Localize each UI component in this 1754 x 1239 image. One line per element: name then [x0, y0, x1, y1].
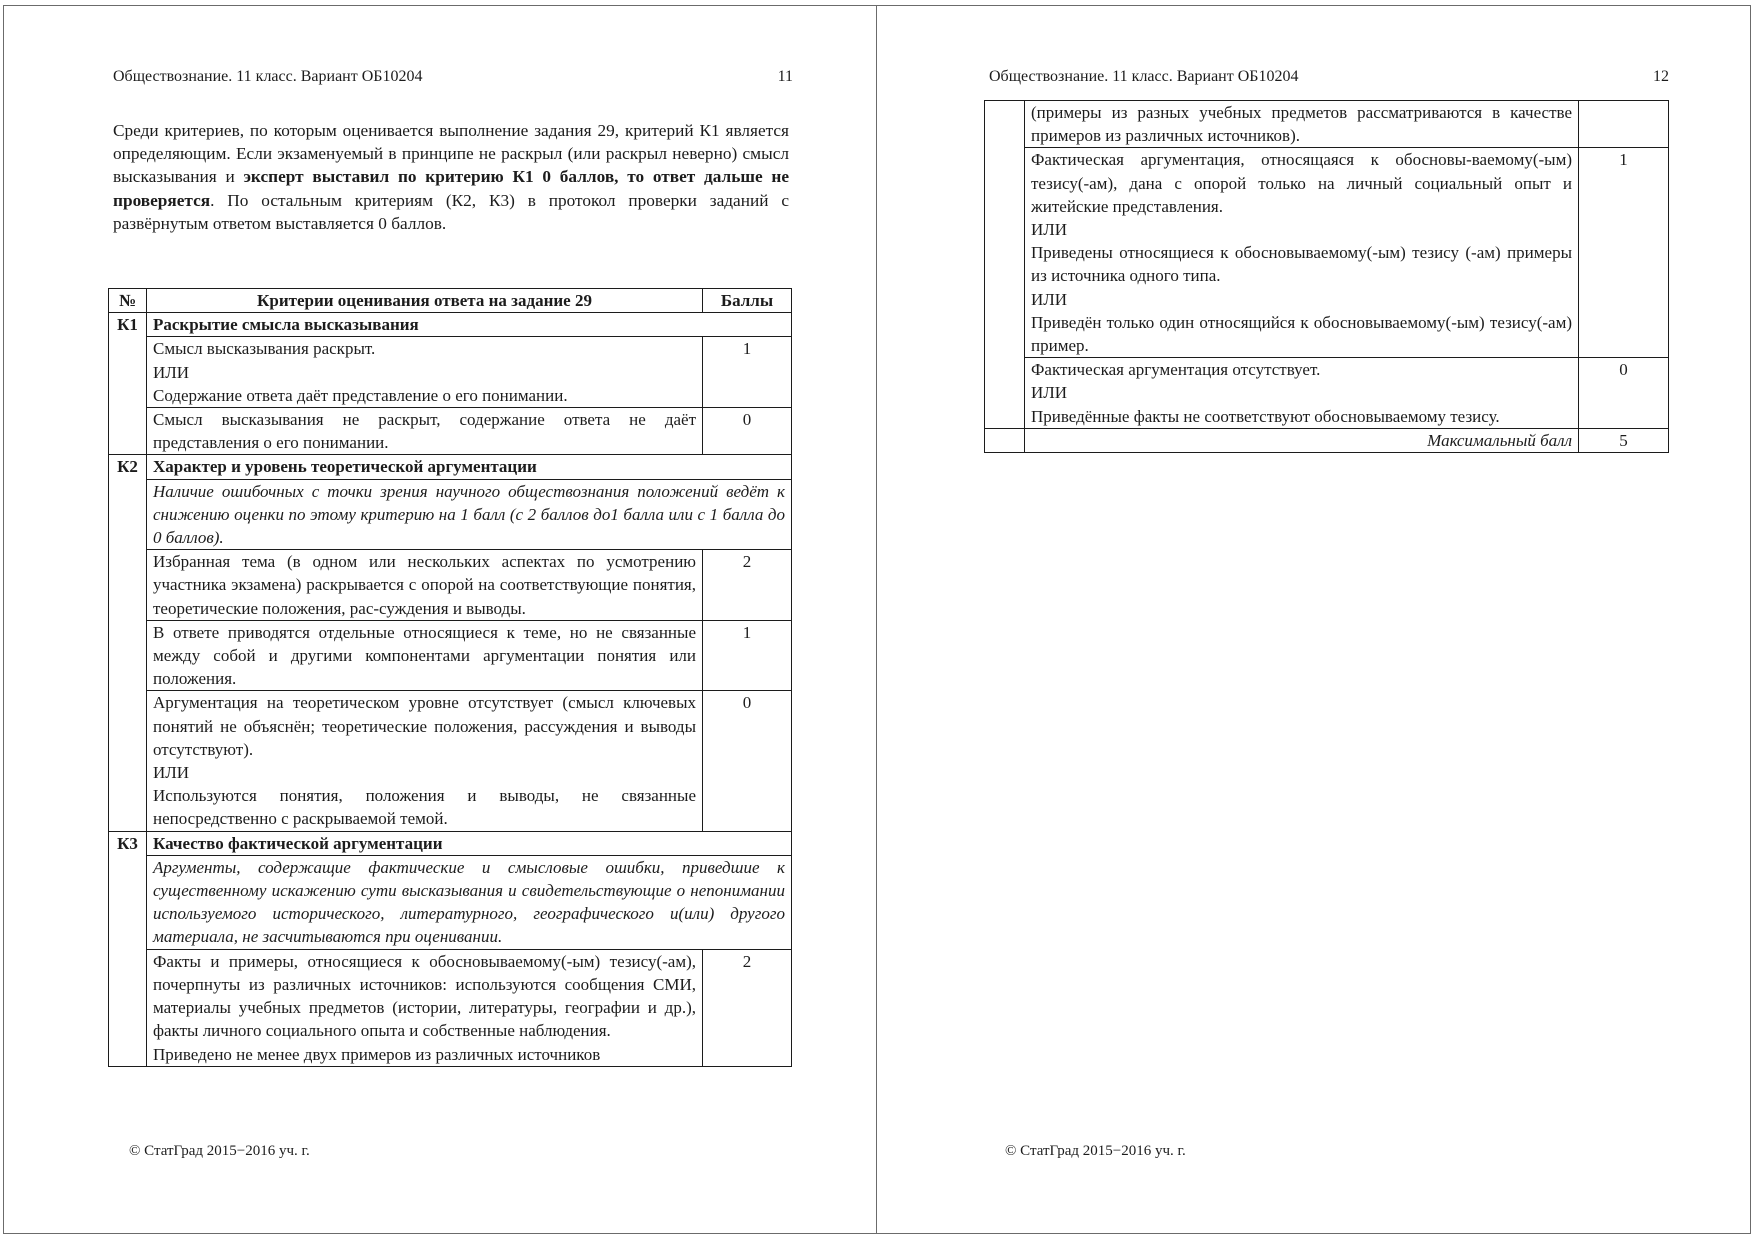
k2-title-row: [109, 455, 792, 479]
criterion-text: Фактическая аргументация, относящаяся к обосновы-ваемому(-ым) тезису(-ам), дана с опорой только на личный социальный опыт и житейские представления. ИЛИ Приведены относящиеся к обосновываемому(-ым) тезису (-ам) примеры из источника одного типа. ИЛИ Приведён только один относящийся к обосновываемому(-ым) тезису(-ам) пример.: [1025, 148, 1579, 358]
criterion-text: Избранная тема (в одном или нескольких аспектах по усмотрению участника экзамена) раскрывается с опорой на соответствующие понятия, теоретические положения, рас-суждения и выводы.: [147, 550, 703, 621]
criterion-text: Смысл высказывания не раскрыт, содержание ответа не даёт представления о его понимании.: [147, 408, 703, 455]
table-row: [985, 358, 1669, 429]
intro-text-1: Среди критериев, по которым оценивается выполнение задания 29, критерий К1 является определяющим. Если экзаменуемый в принципе не раскрыл (или раскрыл неверно) смысл высказывания и: [113, 121, 789, 187]
page-12: [876, 5, 1751, 1234]
table-row: [109, 408, 792, 455]
intro-paragraph: [113, 119, 789, 235]
page-number: 12: [1653, 68, 1669, 85]
table-row: [109, 550, 792, 621]
max-score-row: [985, 428, 1669, 452]
k1-title: Раскрытие смысла высказывания: [147, 313, 792, 337]
k3-code-continued: [985, 101, 1025, 429]
table-row: [985, 101, 1669, 148]
k1-code: К1: [109, 313, 147, 455]
criterion-text: В ответе приводятся отдельные относящиеся к теме, но не связанные между собой и другими компонентами аргументации понятия или положения.: [147, 620, 703, 691]
page-11: [3, 5, 878, 1234]
k2-note: Наличие ошибочных с точки зрения научного обществознания положений ведёт к снижению оценки по этому критерию на 1 балл (с 2 баллов до1 балла или с 1 балла до 0 баллов).: [147, 479, 792, 550]
points-value: 1: [703, 620, 792, 691]
points-value: 0: [703, 408, 792, 455]
k3-title: Качество фактической аргументации: [147, 831, 792, 855]
k1-title-row: [109, 313, 792, 337]
criterion-text: (примеры из разных учебных предметов рассматриваются в качестве примеров из различных источников).: [1025, 101, 1579, 148]
header-points: Баллы: [703, 289, 792, 313]
header-criteria: Критерии оценивания ответа на задание 29: [147, 289, 703, 313]
k3-title-row: [109, 831, 792, 855]
page-footer: © СтатГрад 2015−2016 уч. г.: [1005, 1143, 1186, 1159]
k2-code: К2: [109, 455, 147, 831]
points-value: [1579, 101, 1669, 148]
points-value: 0: [1579, 358, 1669, 429]
max-score-value: 5: [1579, 428, 1669, 452]
k3-code: К3: [109, 831, 147, 1066]
criteria-table-continued: [984, 100, 1669, 453]
k2-title: Характер и уровень теоретической аргументации: [147, 455, 792, 479]
points-value: 1: [703, 337, 792, 408]
criterion-text: Аргументация на теоретическом уровне отсутствует (смысл ключевых понятий не объяснён; теоретические положения, рассуждения и выводы отсутствуют). ИЛИ Используются понятия, положения и выводы, не связанные непосредственно с раскрываемой темой.: [147, 691, 703, 831]
max-empty-cell: [985, 428, 1025, 452]
page-number: 11: [777, 68, 793, 85]
intro-text-2: . По остальным критериям (К2, К3) в протокол проверки заданий с развёрнутым ответом выставляется 0 баллов.: [113, 190, 789, 233]
criterion-text: Факты и примеры, относящиеся к обосновываемому(-ым) тезису(-ам), почерпнуты из различных источников: используются сообщения СМИ, материалы учебных предметов (истории, литературы, географии и др.), факты личного социального опыта и собственные наблюдения. Приведено не менее двух примеров из различных источников: [147, 949, 703, 1066]
table-row: [109, 337, 792, 408]
header-num: №: [109, 289, 147, 313]
table-row: [109, 479, 792, 550]
table-row: [109, 855, 792, 949]
page-footer: © СтатГрад 2015−2016 уч. г.: [129, 1143, 310, 1159]
page-header: [113, 68, 793, 86]
table-row: [109, 691, 792, 831]
points-value: 2: [703, 949, 792, 1066]
table-row: [985, 148, 1669, 358]
table-row: [109, 949, 792, 1066]
points-value: 2: [703, 550, 792, 621]
criterion-text: Фактическая аргументация отсутствует. ИЛИ Приведённые факты не соответствуют обосновываемому тезису.: [1025, 358, 1579, 429]
criterion-text: Смысл высказывания раскрыт. ИЛИ Содержание ответа даёт представление о его понимании.: [147, 337, 703, 408]
max-score-label: Максимальный балл: [1025, 428, 1579, 452]
points-value: 0: [703, 691, 792, 831]
page-header: [989, 68, 1669, 86]
header-title: Обществознание. 11 класс. Вариант ОБ10204: [113, 68, 423, 85]
header-title: Обществознание. 11 класс. Вариант ОБ10204: [989, 68, 1299, 85]
criteria-table: [108, 288, 792, 1067]
intro-bold-text: эксперт выставил по критерию К1 0 баллов, то ответ дальше не проверяется: [113, 167, 789, 210]
table-header-row: [109, 289, 792, 313]
k3-note: Аргументы, содержащие фактические и смысловые ошибки, приведшие к существенному искажению сути высказывания и свидетельствующие о непонимании используемого исторического, литературного, географического и(или) другого материала, не засчитываются при оценивании.: [147, 855, 792, 949]
table-row: [109, 620, 792, 691]
points-value: 1: [1579, 148, 1669, 358]
